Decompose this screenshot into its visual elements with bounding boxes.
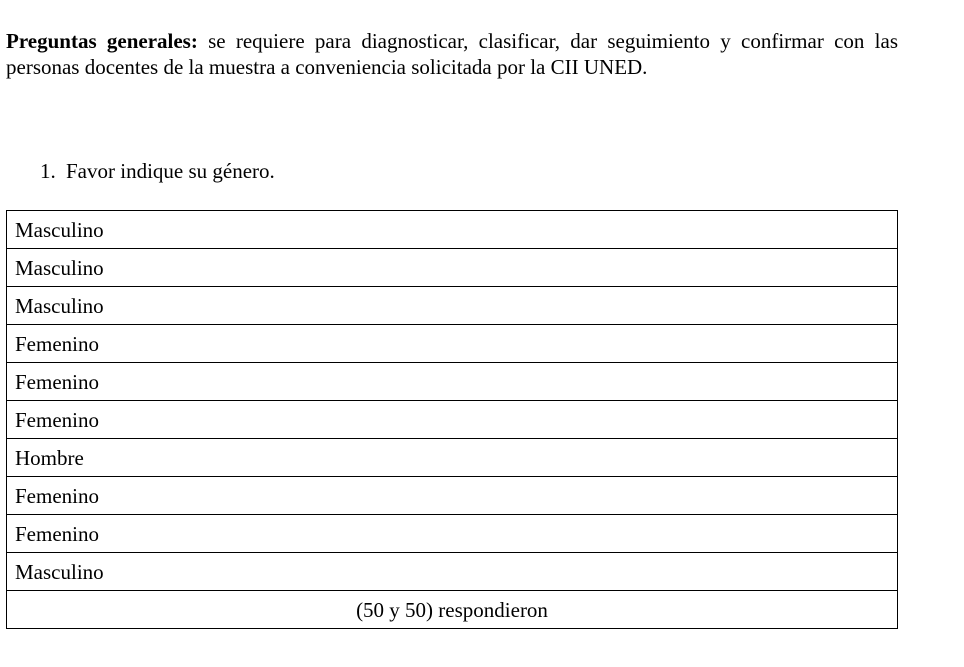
answer-cell: Masculino	[7, 553, 898, 591]
table-row	[7, 325, 898, 363]
table-row	[7, 439, 898, 477]
intro-lead: Preguntas generales:	[6, 29, 198, 53]
answer-cell: Masculino	[7, 249, 898, 287]
answer-cell: Femenino	[7, 363, 898, 401]
table-row	[7, 287, 898, 325]
question-text: Favor indique su género.	[66, 159, 275, 183]
summary-cell: (50 y 50) respondieron	[7, 591, 898, 629]
answer-cell: Femenino	[7, 325, 898, 363]
answer-cell: Femenino	[7, 515, 898, 553]
answer-cell: Masculino	[7, 211, 898, 249]
table-row	[7, 401, 898, 439]
table-row	[7, 249, 898, 287]
table-row	[7, 363, 898, 401]
table-row	[7, 553, 898, 591]
summary-row	[7, 591, 898, 629]
table-row	[7, 211, 898, 249]
answer-cell: Masculino	[7, 287, 898, 325]
intro-paragraph	[6, 28, 898, 80]
table-row	[7, 515, 898, 553]
intro-text: se requiere para diagnosticar, clasificar, dar seguimiento y confirmar con las personas docentes de la muestra a conveniencia solicitada por la CII UNED.	[6, 29, 898, 79]
table-row	[7, 477, 898, 515]
answer-cell: Femenino	[7, 401, 898, 439]
answer-cell: Femenino	[7, 477, 898, 515]
answer-cell: Hombre	[7, 439, 898, 477]
question-number: 1.	[40, 159, 56, 183]
question-1	[40, 158, 275, 184]
answers-table	[6, 210, 898, 629]
